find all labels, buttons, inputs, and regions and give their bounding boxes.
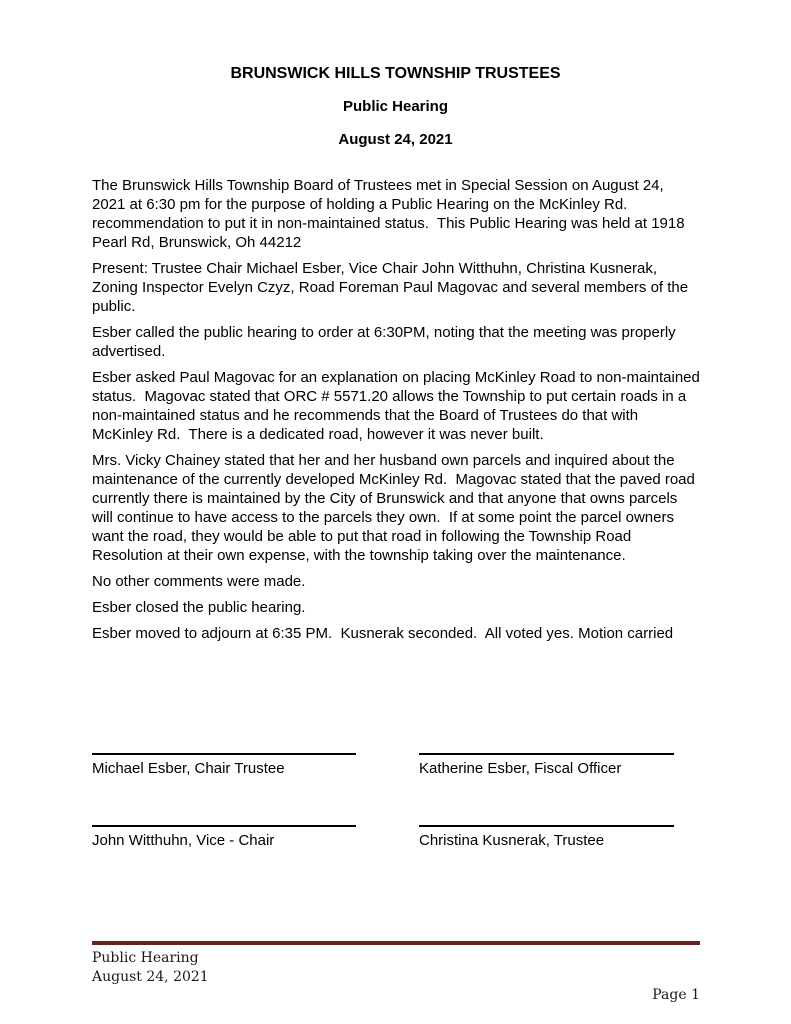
document-header xyxy=(0,64,791,163)
footer-text-block xyxy=(92,949,700,987)
document-footer xyxy=(92,941,700,1003)
paragraph-hearing-closed: Esber closed the public hearing. xyxy=(92,599,306,616)
signature-row xyxy=(92,825,700,850)
signature-label: Christina Kusnerak, Trustee xyxy=(419,832,605,849)
paragraph-present: Present: Trustee Chair Michael Esber, Vice Chair John Witthuhn, Christina Kusnerak, Zoning Inspector Evelyn Czyz, Road Foreman Paul Magovac and several members of the public. xyxy=(92,260,693,315)
footer-page-number: Page 1 xyxy=(652,987,700,1003)
signature-label: Katherine Esber, Fiscal Officer xyxy=(419,760,622,777)
signature-section xyxy=(92,753,700,897)
paragraph-call-to-order: Esber called the public hearing to order at 6:30PM, noting that the meeting was properly advertised. xyxy=(92,324,680,360)
footer-doc-date: August 24, 2021 xyxy=(92,969,209,985)
paragraph-meeting-intro: The Brunswick Hills Township Board of Trustees met in Special Session on August 24, 2021 at 6:30 pm for the purpose of holding a Public Hearing on the McKinley Rd. recommendation to put it in non-maintained status. This Public Hearing was held at 1918 Pearl Rd, Brunswick, Oh 44212 xyxy=(92,177,689,251)
doc-date: August 24, 2021 xyxy=(338,131,453,148)
signature-label: John Witthuhn, Vice - Chair xyxy=(92,832,275,849)
paragraph-adjourn: Esber moved to adjourn at 6:35 PM. Kusnerak seconded. All voted yes. Motion carried xyxy=(92,625,674,642)
signature-row xyxy=(92,753,700,778)
signature-block-chair-trustee xyxy=(92,753,356,778)
signature-block-vice-chair xyxy=(92,825,356,850)
signature-block-fiscal-officer xyxy=(419,753,674,778)
doc-subtitle: Public Hearing xyxy=(342,98,449,115)
doc-title: BRUNSWICK HILLS TOWNSHIP TRUSTEES xyxy=(230,65,561,82)
footer-divider-rule xyxy=(92,941,700,945)
footer-doc-type: Public Hearing xyxy=(92,950,199,966)
document-body xyxy=(92,176,705,650)
signature-block-trustee xyxy=(419,825,674,850)
signature-label: Michael Esber, Chair Trustee xyxy=(92,760,285,777)
paragraph-chainey-inquiry: Mrs. Vicky Chainey stated that her and her husband own parcels and inquired about the maintenance of the currently developed McKinley Rd. Magovac stated that the paved road currently there is maintained by the City of Brunswick and that anyone that owns parcels will continue to have access to the parcels they own. If at some point the parcel owners want the road, they would be able to put that road in following the Township Road Resolution at their own expense, with the township taking over the maintenance. xyxy=(92,452,700,564)
paragraph-no-comments: No other comments were made. xyxy=(92,573,306,590)
paragraph-magovac-explanation: Esber asked Paul Magovac for an explanation on placing McKinley Road to non-maintained status. Magovac stated that ORC # 5571.20 allows the Township to put certain roads in a non-maintained status and he recommends that the Board of Trustees do that with McKinley Rd. There is a dedicated road, however it was never built. xyxy=(92,369,705,443)
